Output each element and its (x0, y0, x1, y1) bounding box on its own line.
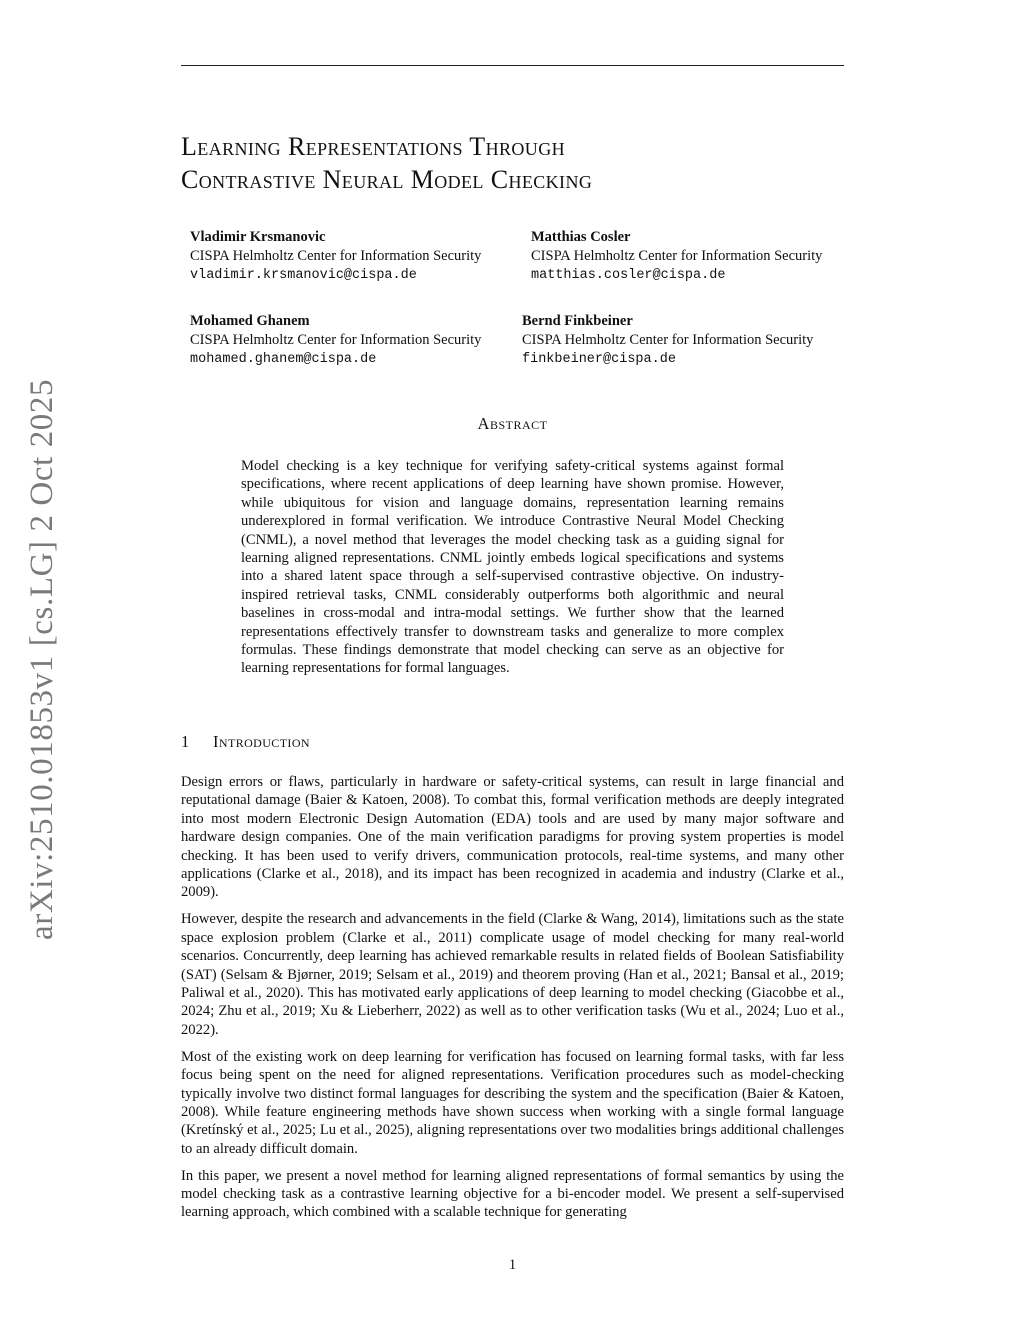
title-top-rule (181, 65, 844, 66)
author-name: Matthias Cosler (531, 229, 631, 245)
section-heading (181, 732, 844, 752)
paragraph: In this paper, we present a novel method for learning aligned representations of formal semantics by using the model checking task as a contrastive learning objective for a bi-encoder model. We present a self-supervised learning approach, which combined with a scalable technique for generating (181, 1167, 844, 1221)
paper-title (181, 130, 844, 196)
author-name: Bernd Finkbeiner (522, 313, 633, 329)
author-affiliation: CISPA Helmholtz Center for Information Security (190, 248, 482, 264)
page-number: 1 (508, 1257, 517, 1273)
author-name: Vladimir Krsmanovic (190, 229, 326, 245)
author-email[interactable]: mohamed.ghanem@cispa.de (190, 352, 377, 367)
author-block (190, 228, 481, 285)
title-line-1: Learning Representations Through (181, 132, 565, 161)
author-block (190, 312, 481, 369)
author-email[interactable]: finkbeiner@cispa.de (522, 352, 676, 367)
arxiv-identifier-stamp[interactable]: arXiv:2510.01853v1 [cs.LG] 2 Oct 2025 (24, 378, 60, 940)
author-email[interactable]: matthias.cosler@cispa.de (531, 268, 726, 283)
section-number: 1 (181, 732, 190, 751)
author-affiliation: CISPA Helmholtz Center for Information Security (190, 332, 482, 348)
author-block (531, 228, 822, 285)
author-email[interactable]: vladimir.krsmanovic@cispa.de (190, 268, 417, 283)
introduction-body (181, 773, 844, 1230)
section-title: Introduction (213, 732, 310, 751)
abstract-heading: Abstract (477, 414, 548, 433)
paragraph: However, despite the research and advancements in the field (Clarke & Wang, 2014), limitations such as the state space explosion problem (Clarke et al., 2011) complicate usage of model checking for many real-world scenarios. Concurrently, deep learning has achieved remarkable results in related fields of Boolean Satisfiability (SAT) (Selsam & Bjørner, 2019; Selsam et al., 2019) and theorem proving (Han et al., 2021; Bansal et al., 2019; Paliwal et al., 2020). This has motivated early applications of deep learning to model checking (Giacobbe et al., 2024; Zhu et al., 2019; Xu & Lieberherr, 2022) as well as to other verification tasks (Wu et al., 2024; Luo et al., 2022). (181, 911, 844, 1038)
paragraph: Most of the existing work on deep learning for verification has focused on learning formal tasks, with far less focus being spent on the need for aligned representations. Verification procedures such as model-checking typically involve two distinct formal languages for describing the system and the specification (Baier & Katoen, 2008). While feature engineering methods have shown success when working with a single formal language (Kretínský et al., 2025; Lu et al., 2025), aligning representations over two modalities brings additional challenges to an already difficult domain. (181, 1048, 844, 1157)
paragraph: Design errors or flaws, particularly in hardware or safety-critical systems, can result in large financial and reputational damage (Baier & Katoen, 2008). To combat this, formal verification methods are deeply integrated into most modern Electronic Design Automation (EDA) tools and are used by many major software and hardware design companies. One of the main verification paradigms for proving system properties is model checking. It has been used to verify drivers, communication protocols, real-time systems, and many other applications (Clarke et al., 2018), and its impact has been recognized in academia and industry (Clarke et al., 2009). (181, 774, 844, 901)
author-affiliation: CISPA Helmholtz Center for Information Security (531, 248, 823, 264)
author-block (522, 312, 813, 369)
title-line-2: Contrastive Neural Model Checking (181, 165, 593, 194)
author-name: Mohamed Ghanem (190, 313, 310, 329)
author-affiliation: CISPA Helmholtz Center for Information Security (522, 332, 814, 348)
abstract-text: Model checking is a key technique for verifying safety-critical systems against formal specifications, where recent applications of deep learning have shown promise. However, while ubiquitous for vision and language domains, representation learning remains underexplored in formal verification. We introduce Contrastive Neural Model Checking (CNML), a novel method that leverages the model checking task as a guiding signal for learning aligned representations. CNML jointly embeds logical specifications and systems into a shared latent space through a self-supervised contrastive objective. On industry-inspired retrieval tasks, CNML considerably outperforms both algorithmic and neural baselines in cross-modal and intra-modal settings. We further show that the learned representations effectively transfer to downstream tasks and generalize to more complex formulas. These findings demonstrate that model checking can serve as an objective for learning representations for formal languages. (241, 458, 784, 677)
